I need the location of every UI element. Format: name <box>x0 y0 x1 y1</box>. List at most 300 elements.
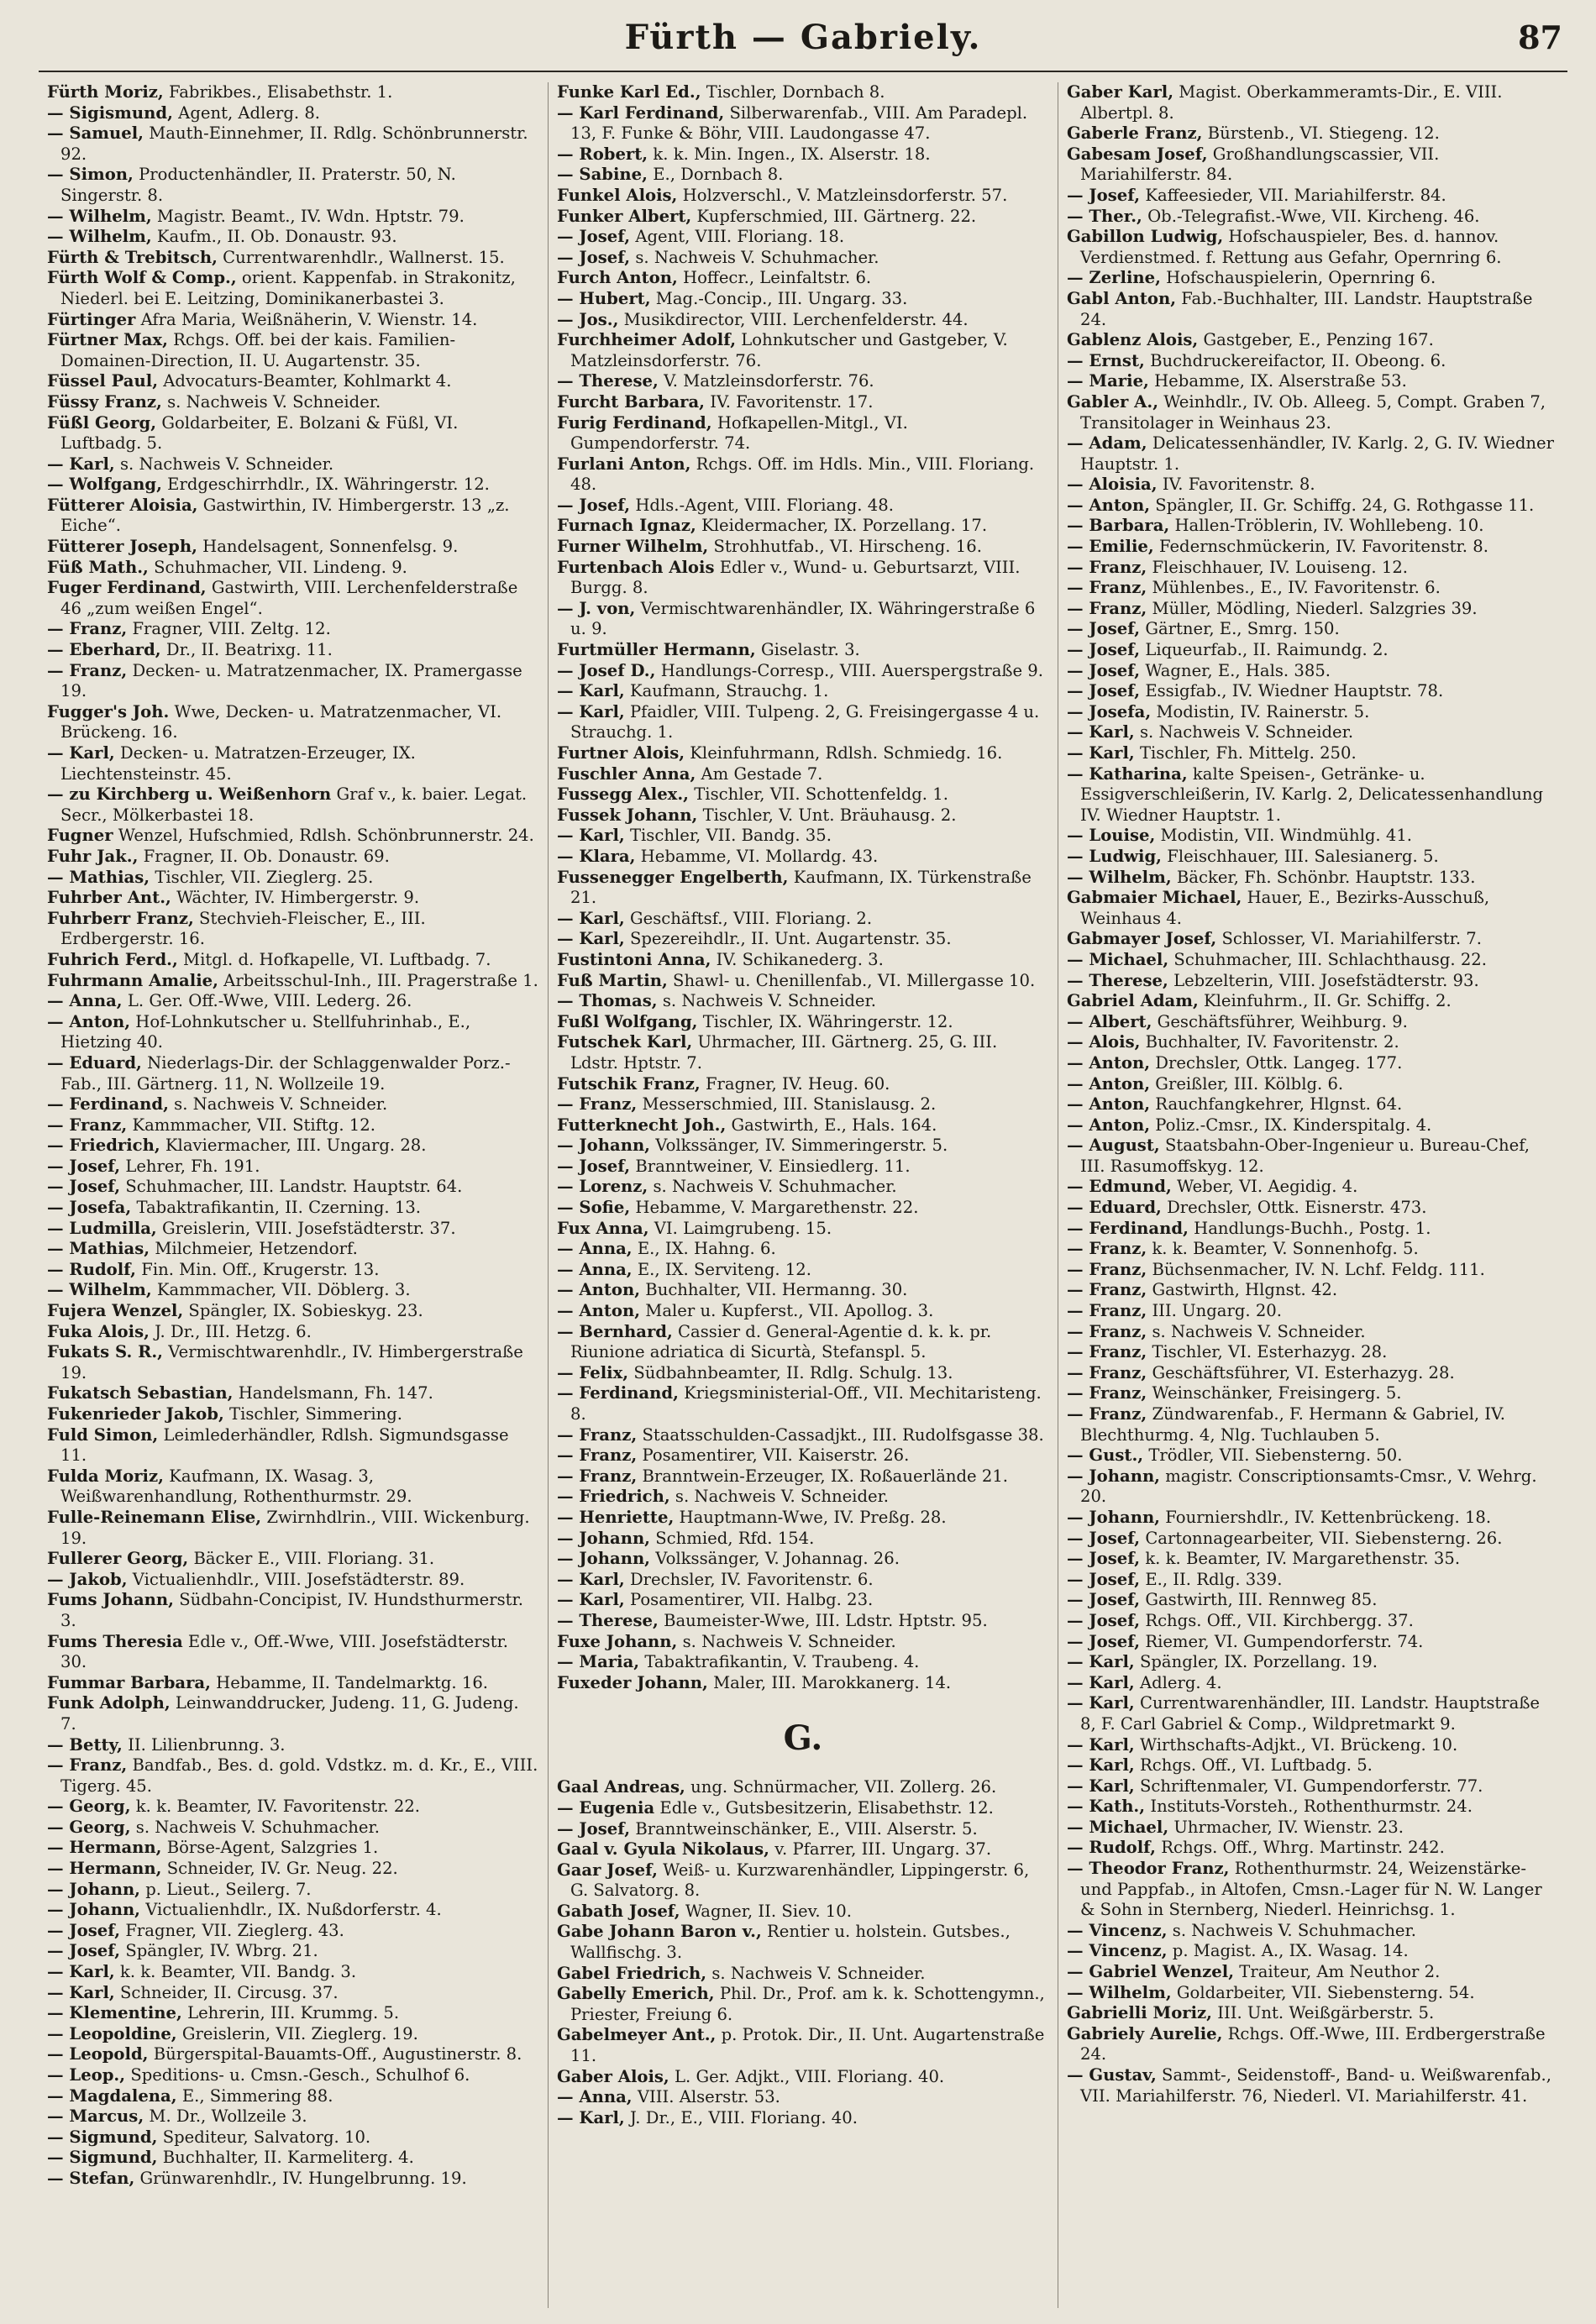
entry-name: — Sofie, <box>557 1198 631 1218</box>
entry-text: Trödler, VII. Siebensterng. 50. <box>1148 1445 1403 1466</box>
directory-entry <box>1067 1941 1559 1962</box>
entry-text: Poliz.-Cmsr., IX. Kinderspitalg. 4. <box>1155 1115 1432 1135</box>
entry-name: — Karl, <box>1067 1755 1135 1776</box>
entry-text: Greislerin, VIII. Josefstädterstr. 37. <box>161 1218 456 1238</box>
entry-name: — Anna, <box>557 1239 633 1259</box>
entry-text: magistr. Conscriptionsamts-Cmsr., V. Wehrg. 20. <box>1080 1466 1537 1507</box>
entry-text: s. Nachweis V. Schuhmacher. <box>135 1817 380 1837</box>
entry-text: k. k. Beamter, IV. Favoritenstr. 22. <box>135 1797 421 1817</box>
entry-text: Riemer, VI. Gumpendorferstr. 74. <box>1145 1631 1424 1651</box>
entry-text: Kleinfuhrm., II. Gr. Schiffg. 2. <box>1204 991 1452 1011</box>
directory-entry <box>1067 722 1559 743</box>
entry-text: s. Nachweis V. Schneider. <box>119 454 334 474</box>
directory-entry <box>557 1570 1049 1591</box>
directory-entry <box>47 371 539 392</box>
entry-text: Victualienhdlr., IX. Nußdorferstr. 4. <box>145 1900 442 1920</box>
entry-name: Furner Wilhelm, <box>557 537 709 557</box>
entry-name: — Gust., <box>1067 1445 1144 1466</box>
directory-entry <box>47 1342 539 1383</box>
entry-name: — Wolfgang, <box>47 475 162 495</box>
entry-name: — Johann, <box>47 1900 141 1920</box>
entry-text: Tischler, VI. Esterhazyg. 28. <box>1152 1342 1388 1362</box>
directory-entry <box>1067 764 1559 826</box>
entry-name: — Anna, <box>47 991 123 1011</box>
entry-text: Agent, Adlerg. 8. <box>178 102 321 123</box>
entry-name: — Karl, <box>557 826 625 846</box>
entry-text: Hoffecr., Leinfaltstr. 6. <box>683 268 872 288</box>
directory-entry <box>557 1012 1049 1033</box>
entry-name: Füß Math., <box>47 557 149 577</box>
entry-text: L. Ger. Off.-Wwe, VIII. Lederg. 26. <box>127 991 412 1011</box>
entry-text: ung. Schnürmacher, VII. Zollerg. 26. <box>690 1777 997 1797</box>
directory-entry <box>47 1466 539 1508</box>
entry-text: Zündwarenfab., F. Hermann & Gabriel, IV. Blechthurmg. 4, Nlg. Tuchlauben 5. <box>1080 1404 1505 1445</box>
directory-entry <box>47 1260 539 1281</box>
entry-name: Gabath Josef, <box>557 1901 680 1921</box>
entry-name: — Bernhard, <box>557 1321 673 1341</box>
directory-entry <box>557 1445 1049 1466</box>
entry-name: — Johann, <box>557 1549 651 1569</box>
entry-name: — Leop., <box>47 2065 126 2085</box>
running-head: Fürth — Gabriely. <box>624 18 982 57</box>
entry-text: Ob.-Telegrafist.-Wwe, VII. Kircheng. 46. <box>1147 206 1480 226</box>
entry-text: Magistr. Beamt., IV. Wdn. Hptstr. 79. <box>156 206 465 226</box>
directory-entry <box>557 1611 1049 1632</box>
entry-name: — Eduard, <box>47 1052 142 1073</box>
entry-name: Gabler A., <box>1067 391 1159 412</box>
directory-entry <box>557 847 1049 868</box>
directory-entry <box>1067 1735 1559 1756</box>
entry-text: s. Nachweis V. Schneider. <box>167 391 381 412</box>
directory-entry <box>1067 619 1559 640</box>
directory-entry <box>47 1094 539 1115</box>
entry-name: Fürtner Max, <box>47 330 168 350</box>
directory-entry <box>557 1819 1049 1840</box>
entry-name: — Anton, <box>1067 1094 1151 1115</box>
entry-text: Kaufmann, IX. Türkenstraße 21. <box>570 867 1032 908</box>
directory-entry <box>47 1983 539 2004</box>
entry-name: — Leopold, <box>47 2044 149 2064</box>
entry-text: Kaufmann, Strauchg. 1. <box>629 681 829 701</box>
entry-text: Branntweinschänker, E., VIII. Alserstr. 5. <box>635 1818 978 1839</box>
entry-text: Hof-Lohnkutscher u. Stellfuhrinhab., E., Hietzing 40. <box>60 1011 471 1052</box>
directory-entry <box>557 1280 1049 1301</box>
directory-entry <box>47 2086 539 2107</box>
entry-name: — Franz, <box>1067 1383 1147 1403</box>
entry-text: Weber, VI. Aegidig. 4. <box>1177 1177 1358 1197</box>
entry-name: — Theodor Franz, <box>1067 1859 1230 1879</box>
directory-entry <box>1067 1301 1559 1322</box>
entry-name: — Vincenz, <box>1067 1920 1168 1940</box>
entry-text: Schmied, Rfd. 154. <box>655 1528 815 1548</box>
entry-name: Gaberle Franz, <box>1067 123 1203 144</box>
directory-entry <box>557 330 1049 371</box>
directory-entry <box>557 868 1049 909</box>
entry-name: — Ferdinand, <box>1067 1218 1189 1238</box>
entry-text: Tischler, V. Unt. Bräuhausg. 2. <box>702 805 957 825</box>
directory-entry <box>1067 929 1559 950</box>
entry-name: Fuld Simon, <box>47 1424 159 1445</box>
directory-entry <box>47 1838 539 1859</box>
entry-name: Fuhrber Ant., <box>47 888 171 908</box>
entry-text: Fragner, IV. Heug. 60. <box>705 1073 890 1094</box>
entry-name: Fussegg Alex., <box>557 784 689 805</box>
entry-name: — Anton, <box>47 1011 131 1031</box>
entry-name: — Karl, <box>47 1982 115 2002</box>
entry-text: Tischler, VII. Bandg. 35. <box>629 826 832 846</box>
directory-entry <box>557 929 1049 950</box>
entry-text: Decken- u. Matratzenmacher, IX. Pramergasse 19. <box>60 660 522 701</box>
directory-entry <box>557 1363 1049 1384</box>
entry-text: Giselastr. 3. <box>760 640 860 660</box>
entry-text: Rchgs. Off.-Wwe, III. Erdbergerstraße 24. <box>1080 2023 1546 2064</box>
entry-name: Funker Albert, <box>557 206 692 226</box>
entry-text: Sammt-, Seidenstoff-, Band- u. Weißwarenfab., VII. Mariahilferstr. 76, Niederl. VI. Mariahilferstr. 41. <box>1080 2065 1551 2106</box>
entry-name: — Therese, <box>557 371 659 391</box>
header-rule <box>39 71 1567 72</box>
entry-name: — Franz, <box>1067 1239 1147 1259</box>
entry-name: Gabmayer Josef, <box>1067 929 1217 949</box>
entry-text: Volkssänger, V. Johannag. 26. <box>655 1549 900 1569</box>
directory-entry <box>1067 516 1559 537</box>
directory-entry <box>557 558 1049 599</box>
entry-text: E., II. Rdlg. 339. <box>1145 1569 1283 1589</box>
entry-name: — Josef, <box>1067 681 1141 701</box>
directory-entry <box>557 165 1049 186</box>
entry-name: — Josef, <box>47 1177 121 1197</box>
entry-name: Fums Johann, <box>47 1590 174 1610</box>
entry-name: — Franz, <box>47 1755 128 1776</box>
entry-name: — Karl, <box>557 681 625 701</box>
directory-entry <box>1067 1466 1559 1508</box>
entry-name: — Wilhelm, <box>1067 1982 1172 2002</box>
directory-entry <box>557 1198 1049 1219</box>
entry-text: Advocaturs-Beamter, Kohlmarkt 4. <box>163 371 452 391</box>
directory-entry <box>47 1198 539 1219</box>
directory-entry <box>557 516 1049 537</box>
directory-entry <box>1067 144 1559 186</box>
entry-text: Vermischtwarenhdlr., IV. Himbergerstraße 19. <box>60 1342 523 1382</box>
directory-entry <box>557 1922 1049 1963</box>
entry-name: — Karl, <box>557 908 625 928</box>
entry-name: Funkel Alois, <box>557 185 678 205</box>
entry-name: — Hermann, <box>47 1838 162 1858</box>
entry-text: Gastwirth, Hlgnst. 42. <box>1152 1280 1338 1300</box>
entry-text: Lebzelterin, VIII. Josefstädterstr. 93. <box>1173 970 1479 990</box>
entry-name: Fugger's Joh. <box>47 701 170 721</box>
entry-name: — Anton, <box>1067 1115 1151 1135</box>
entry-text: VIII. Alserstr. 53. <box>637 2087 780 2107</box>
directory-entry <box>47 392 539 413</box>
entry-name: — Anton, <box>557 1280 641 1300</box>
entry-text: s. Nachweis V. Schneider. <box>1152 1321 1366 1341</box>
directory-entry <box>1067 1053 1559 1074</box>
entry-name: — Anna, <box>557 2087 633 2107</box>
entry-name: — Sigismund, <box>47 102 173 123</box>
entry-name: — J. von, <box>557 598 636 618</box>
section-letter: G. <box>783 1718 823 1759</box>
entry-text: Volkssänger, IV. Simmeringerstr. 5. <box>655 1136 948 1156</box>
directory-entry <box>47 1425 539 1466</box>
entry-name: — Eduard, <box>1067 1198 1162 1218</box>
entry-name: — Eberhard, <box>47 640 161 660</box>
entry-text: Wagner, II. Siev. 10. <box>685 1901 852 1921</box>
entry-text: Gastwirthin, IV. Himbergerstr. 13 „z. Eiche“. <box>60 495 510 536</box>
entry-name: Fux Anna, <box>557 1218 649 1238</box>
entry-name: — Sabine, <box>557 165 648 185</box>
entry-text: v. Pfarrer, III. Ungarg. 37. <box>774 1839 992 1860</box>
directory-entry <box>557 1508 1049 1529</box>
directory-entry <box>47 1404 539 1425</box>
entry-name: Gabl Anton, <box>1067 288 1177 308</box>
directory-entry <box>1067 558 1559 579</box>
directory-entry <box>557 764 1049 785</box>
entry-name: — Ther., <box>1067 206 1142 226</box>
directory-entry <box>1067 1818 1559 1839</box>
directory-entry <box>47 1012 539 1053</box>
directory-entry <box>557 1239 1049 1260</box>
entry-text: Hallen-Tröblerin, IV. Wohllebeng. 10. <box>1174 516 1484 536</box>
directory-entry <box>47 661 539 702</box>
entry-text: Schriftenmaler, VI. Gumpendorferstr. 77. <box>1139 1776 1483 1796</box>
directory-entry <box>1067 1239 1559 1260</box>
entry-name: — Stefan, <box>47 2168 135 2188</box>
directory-entry <box>1067 371 1559 392</box>
entry-name: Fütterer Joseph, <box>47 537 197 557</box>
entry-text: Fabrikbes., Elisabethstr. 1. <box>168 82 393 102</box>
directory-entry <box>557 661 1049 682</box>
entry-name: — Karl Ferdinand, <box>557 102 725 123</box>
directory-entry <box>1067 1529 1559 1550</box>
directory-entry <box>557 1301 1049 1322</box>
directory-entry <box>47 1590 539 1631</box>
directory-entry <box>47 1962 539 1983</box>
entry-name: — Josef D., <box>557 660 656 680</box>
entry-text: IV. Favoritenstr. 17. <box>710 391 874 412</box>
entry-name: — Wilhelm, <box>47 1280 152 1300</box>
entry-text: Messerschmied, III. Stanislausg. 2. <box>642 1094 937 1115</box>
entry-name: Gaal Andreas, <box>557 1777 685 1797</box>
entry-text: Hebamme, V. Margarethenstr. 22. <box>635 1198 919 1218</box>
entry-text: Wirthschafts-Adjkt., VI. Brückeng. 10. <box>1139 1734 1458 1755</box>
entry-text: Tischler, VII. Schottenfeldg. 1. <box>694 784 948 805</box>
entry-text: Fab.-Buchhalter, III. Landstr. Hauptstraße 24. <box>1080 288 1533 329</box>
entry-text: Staatsschulden-Cassadjkt., III. Rudolfsgasse 38. <box>642 1424 1044 1445</box>
directory-entry <box>47 1136 539 1157</box>
directory-entry <box>1067 702 1559 723</box>
entry-name: — Josef, <box>557 1818 631 1839</box>
directory-entry <box>1067 330 1559 351</box>
directory-entry <box>1067 1508 1559 1529</box>
entry-name: Fussek Johann, <box>557 805 698 825</box>
entry-text: Kriegsministerial-Off., VII. Mechitaristeng. 8. <box>570 1383 1042 1424</box>
entry-text: Goldarbeiter, VII. Siebensterng. 54. <box>1176 1982 1475 2002</box>
directory-entry <box>47 413 539 454</box>
entry-text: Graf v., k. baier. Legat. Secr., Mölkerbastei 18. <box>60 784 528 825</box>
entry-name: — Leopoldine, <box>47 2023 177 2043</box>
directory-entry <box>47 2169 539 2190</box>
entry-text: Rchgs. Off., VII. Kirchbergg. 37. <box>1145 1610 1414 1630</box>
directory-entry <box>557 1902 1049 1923</box>
entry-name: — Marie, <box>1067 371 1149 391</box>
directory-entry <box>47 1735 539 1756</box>
directory-entry <box>557 1094 1049 1115</box>
entry-text: Handelsmann, Fh. 147. <box>238 1383 433 1403</box>
entry-name: Fürth & Trebitsch, <box>47 247 218 267</box>
entry-name: Fütterer Aloisia, <box>47 495 198 515</box>
directory-entry <box>1067 186 1559 207</box>
entry-text: Currentwarenhändler, III. Landstr. Hauptstraße 8, F. Carl Gabriel & Comp., Wildpretmarkt 9. <box>1080 1693 1541 1734</box>
entry-name: — Rudolf, <box>47 1259 136 1279</box>
directory-entry <box>1067 847 1559 868</box>
directory-entry <box>47 268 539 309</box>
entry-text: VI. Laimgrubeng. 15. <box>654 1218 832 1238</box>
entry-text: Phil. Dr., Prof. am k. k. Schottengymn., Priester, Freiung 6. <box>570 1984 1045 2024</box>
entry-name: Fukenrieder Jakob, <box>47 1404 224 1424</box>
directory-entry <box>1067 392 1559 433</box>
directory-entry <box>1067 268 1559 289</box>
entry-text: Grünwarenhdlr., IV. Hungelbrunng. 19. <box>139 2168 467 2188</box>
directory-entry <box>47 950 539 971</box>
entry-name: — Karl, <box>1067 1672 1135 1692</box>
entry-name: — Adam, <box>1067 433 1147 454</box>
entry-text: Weinhdlr., IV. Ob. Alleeg. 5, Compt. Graben 7, Transitolager in Weinhaus 23. <box>1080 391 1546 433</box>
directory-entry <box>47 2065 539 2086</box>
entry-text: Geschäftsf., VIII. Floriang. 2. <box>629 908 873 928</box>
directory-entry <box>557 144 1049 165</box>
entry-text: IV. Schikanederg. 3. <box>716 949 884 969</box>
directory-entry <box>47 1219 539 1240</box>
directory-entry <box>47 826 539 847</box>
entry-text: Lehrerin, III. Krummg. 5. <box>187 2003 400 2023</box>
entry-text: Tabaktrafikantin, V. Traubeng. 4. <box>644 1652 920 1672</box>
directory-entry <box>1067 1776 1559 1797</box>
entry-name: — Josef, <box>557 227 631 247</box>
directory-entry <box>1067 826 1559 847</box>
entry-name: — Karl, <box>1067 1693 1135 1713</box>
directory-entry <box>557 991 1049 1012</box>
entry-text: Hauer, E., Bezirks-Ausschuß, Weinhaus 4. <box>1080 888 1490 928</box>
directory-entry <box>557 1964 1049 1985</box>
directory-entry <box>557 268 1049 289</box>
directory-entry <box>47 2127 539 2148</box>
directory-entry <box>1067 1962 1559 1983</box>
entry-name: — Josef, <box>1067 185 1141 205</box>
directory-entry <box>557 1260 1049 1281</box>
entry-text: Decken- u. Matratzen-Erzeuger, IX. Liechtensteinstr. 45. <box>60 743 416 784</box>
directory-entry <box>47 1818 539 1839</box>
entry-text: Vermischtwarenhändler, IX. Währingerstraße 6 u. 9. <box>570 598 1036 639</box>
entry-text: Drechsler, IV. Favoritenstr. 6. <box>629 1569 874 1589</box>
directory-entry <box>1067 888 1559 929</box>
entry-text: Hebamme, II. Tandelmarktg. 16. <box>216 1672 489 1692</box>
entry-name: — Karl, <box>1067 1652 1135 1672</box>
entry-name: Gabel Friedrich, <box>557 1963 707 1983</box>
entry-text: Greislerin, VII. Zieglerg. 19. <box>181 2023 418 2043</box>
directory-entry <box>557 103 1049 144</box>
directory-entry <box>47 330 539 371</box>
entry-name: — Josef, <box>47 1941 121 1961</box>
directory-entry <box>557 1157 1049 1178</box>
directory-entry <box>1067 1921 1559 1942</box>
directory-entry <box>1067 1570 1559 1591</box>
entry-name: — Karl, <box>47 743 115 763</box>
entry-name: — Gabriel Wenzel, <box>1067 1962 1235 1982</box>
entry-name: — Josef, <box>557 495 631 515</box>
entry-text: III. Unt. Weißgärberstr. 5. <box>1217 2003 1435 2023</box>
entry-name: — Franz, <box>47 660 128 680</box>
entry-name: — Ferdinand, <box>557 1383 679 1403</box>
entry-text: M. Dr., Wollzeile 3. <box>149 2106 307 2127</box>
entry-text: Posamentirer, VII. Halbg. 23. <box>629 1590 874 1610</box>
entry-text: Edle v., Gutsbesitzerin, Elisabethstr. 12. <box>659 1797 994 1818</box>
directory-entry <box>47 1115 539 1136</box>
directory-entry <box>557 1590 1049 1611</box>
entry-name: Furig Ferdinand, <box>557 412 712 433</box>
entry-text: L. Ger. Adjkt., VIII. Floriang. 40. <box>675 2066 945 2086</box>
entry-text: k. k. Beamter, IV. Margarethenstr. 35. <box>1145 1549 1461 1569</box>
entry-name: — Karl, <box>1067 722 1135 742</box>
directory-entry <box>47 2106 539 2127</box>
entry-text: Leimlederhändler, Rdlsh. Sigmundsgasse 11. <box>60 1424 509 1466</box>
directory-entry <box>47 1549 539 1570</box>
page-number: 87 <box>1518 18 1562 56</box>
entry-name: Fukats S. R., <box>47 1342 164 1362</box>
directory-entry <box>557 289 1049 310</box>
directory-entry <box>47 2003 539 2024</box>
entry-name: — Wilhelm, <box>47 206 152 226</box>
entry-name: Gabrielli Moriz, <box>1067 2003 1212 2023</box>
entry-text: Schlosser, VI. Mariahilferstr. 7. <box>1221 929 1482 949</box>
entry-text: Tischler, Simmering. <box>229 1404 402 1424</box>
entry-name: Gaal v. Gyula Nikolaus, <box>557 1839 770 1860</box>
entry-text: II. Lilienbrunng. 3. <box>128 1734 286 1755</box>
entry-text: s. Nachweis V. Schuhmacher. <box>1172 1920 1416 1940</box>
entry-text: orient. Kappenfab. in Strakonitz, Niederl. bei E. Leitzing, Dominikanerbastei 3. <box>60 268 516 308</box>
entry-text: Schuhmacher, VII. Lindeng. 9. <box>154 557 407 577</box>
entry-text: Currentwarenhdlr., Wallnerst. 15. <box>223 247 505 267</box>
entry-text: Fleischhauer, IV. Louiseng. 12. <box>1152 557 1409 577</box>
entry-name: Furtenbach Alois <box>557 557 715 577</box>
entry-name: — Ludmilla, <box>47 1218 157 1238</box>
entry-name: Fürth Wolf & Comp., <box>47 268 237 288</box>
entry-name: — Samuel, <box>47 123 144 144</box>
entry-name: — Josef, <box>557 1156 631 1176</box>
entry-text: Gastgeber, E., Penzing 167. <box>1203 330 1434 350</box>
directory-entry <box>47 1900 539 1921</box>
entry-text: Lohnkutscher und Gastgeber, V. Matzleinsdorferstr. 76. <box>570 330 1008 370</box>
directory-entry <box>47 82 539 103</box>
directory-entry <box>1067 2065 1559 2106</box>
directory-entry <box>1067 123 1559 144</box>
entry-text: s. Nachweis V. Schneider. <box>675 1487 890 1507</box>
entry-name: — Franz, <box>1067 1280 1147 1300</box>
entry-name: — Mathias, <box>47 1239 150 1259</box>
columns <box>39 82 1567 2308</box>
entry-text: Großhandlungscassier, VII. Mariahilferstr. 84. <box>1080 144 1440 185</box>
directory-entry <box>1067 1404 1559 1445</box>
entry-text: s. Nachweis V. Schuhmacher. <box>635 247 879 267</box>
directory-entry <box>47 227 539 248</box>
entry-name: — Katharina, <box>1067 763 1188 784</box>
entry-name: — Emilie, <box>1067 537 1154 557</box>
directory-entry <box>557 1383 1049 1424</box>
entry-name: — Josef, <box>1067 1610 1141 1630</box>
directory-entry <box>47 784 539 826</box>
directory-entry <box>1067 1115 1559 1136</box>
entry-name: — Hubert, <box>557 288 651 308</box>
directory-entry <box>1067 599 1559 620</box>
